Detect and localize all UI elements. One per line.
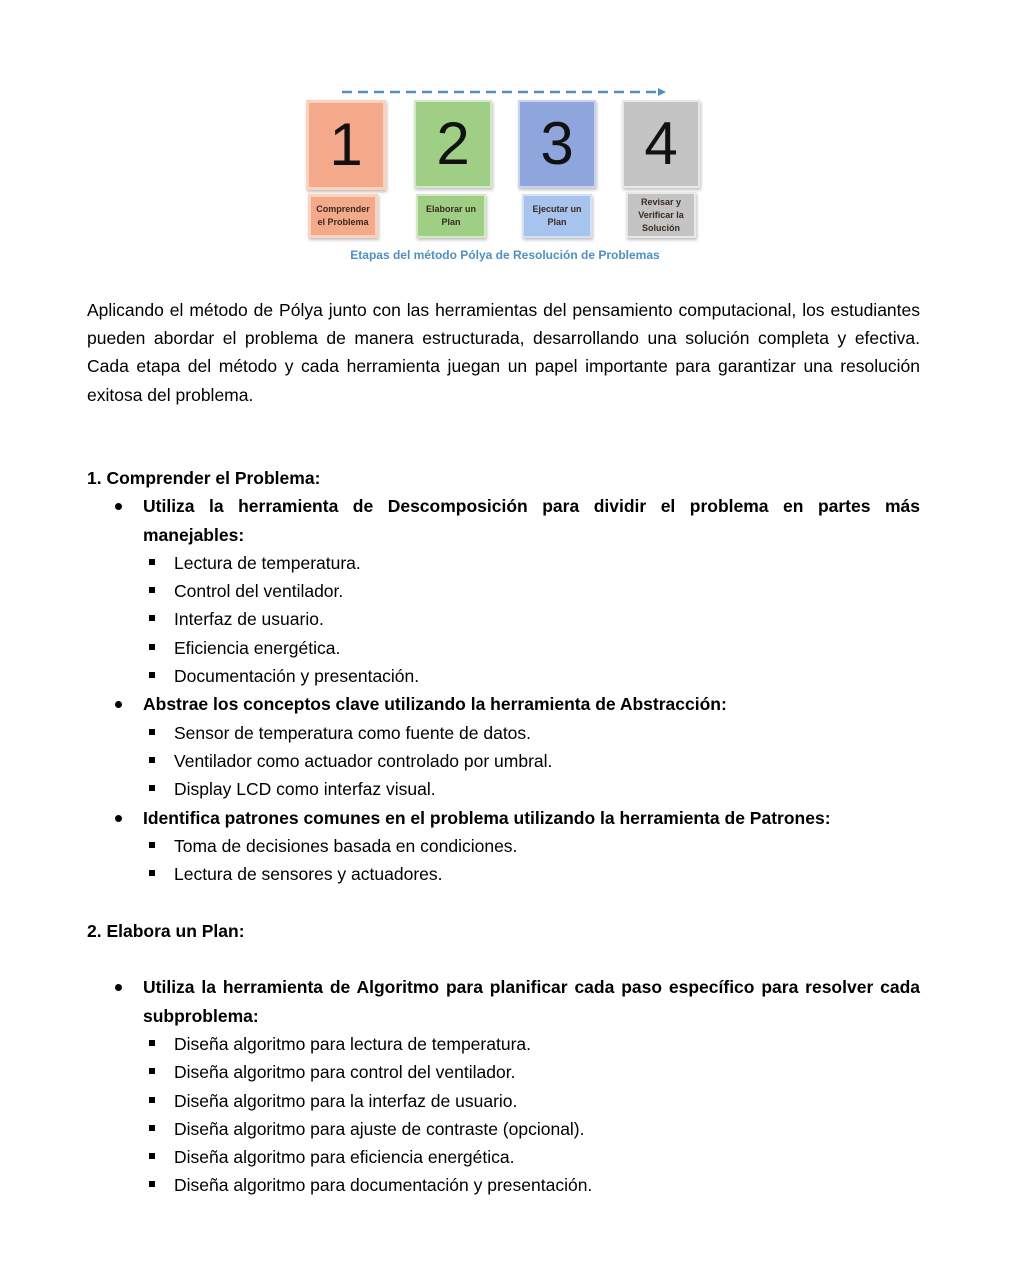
step-number: 1 [329, 111, 363, 178]
square-bullet-icon [149, 870, 155, 876]
sub-item [87, 1143, 920, 1171]
sub-item-text: Diseña algoritmo para ajuste de contraste (opcional). [174, 1118, 585, 1139]
step-2-label-tile [416, 194, 486, 238]
square-bullet-icon [149, 1097, 155, 1103]
square-bullet-icon [149, 587, 155, 593]
step-label: el Problema [317, 217, 369, 227]
square-bullet-icon [149, 729, 155, 735]
sub-item-text: Diseña algoritmo para control del ventilador. [174, 1062, 516, 1083]
sub-item-text: Interfaz de usuario. [174, 609, 324, 630]
bullet-item [87, 804, 920, 832]
square-bullet-icon [149, 615, 155, 621]
bullet-text: Utiliza la herramienta de Algoritmo para planificar cada paso específico para resolver cada subproblema: [143, 977, 920, 1026]
sub-item [87, 549, 920, 577]
section-comprender [87, 464, 920, 1200]
sub-item-text: Sensor de temperatura como fuente de datos. [174, 722, 532, 743]
sub-item-text: Control del ventilador. [174, 581, 344, 602]
step-number: 3 [540, 110, 574, 177]
step-1-number-tile [306, 100, 386, 190]
sub-item [87, 634, 920, 662]
sub-item [87, 832, 920, 860]
sub-item-text: Documentación y presentación. [174, 666, 420, 687]
bullet-item [87, 492, 920, 549]
spacer [87, 888, 920, 916]
step-label: Verificar la [638, 209, 684, 220]
bullet-item [87, 690, 920, 718]
sub-item-text: Diseña algoritmo para lectura de temperatura. [174, 1033, 531, 1054]
polya-stages-diagram [300, 82, 710, 268]
dashed-arrow-icon [342, 88, 666, 96]
bullet-icon [115, 984, 122, 991]
square-bullet-icon [149, 1125, 155, 1131]
sub-item [87, 1030, 920, 1058]
bullet-item [87, 973, 920, 1030]
sub-item-text: Diseña algoritmo para la interfaz de usuario. [174, 1090, 518, 1111]
sub-item [87, 662, 920, 690]
square-bullet-icon [149, 842, 155, 848]
step-4-label-tile [626, 192, 696, 238]
bullet-text: Utiliza la herramienta de Descomposición para dividir el problema en partes más manejables: [143, 496, 920, 545]
section-heading: 2. Elabora un Plan: [87, 920, 245, 941]
square-bullet-icon [149, 644, 155, 650]
step-label: Comprender [316, 204, 370, 214]
sub-item [87, 775, 920, 803]
step-label: Elaborar un [425, 204, 476, 214]
sub-item-text: Toma de decisiones basada en condiciones. [174, 835, 518, 856]
bullet-icon [115, 701, 122, 708]
sub-item [87, 1115, 920, 1143]
sub-item-text: Lectura de sensores y actuadores. [174, 864, 443, 885]
sub-item [87, 1058, 920, 1086]
step-label: Plan [441, 217, 461, 227]
intro-paragraph: Aplicando el método de Pólya junto con las herramientas del pensamiento computacional, los estudiantes pueden abordar el problema de manera estructurada, desarrollando una solución completa y efectiva. Cada etapa del método y cada herramienta juegan un papel importante para garantizar una resolución exitosa del problema. [87, 300, 920, 405]
sub-item-text: Eficiencia energética. [174, 637, 341, 658]
step-label: Ejecutar un [532, 204, 582, 214]
sub-item-text: Display LCD como interfaz visual. [174, 779, 436, 800]
square-bullet-icon [149, 1068, 155, 1074]
square-bullet-icon [149, 1153, 155, 1159]
bullet-text: Abstrae los conceptos clave utilizando la herramienta de Abstracción: [143, 694, 727, 715]
square-bullet-icon [149, 1040, 155, 1046]
sub-item [87, 747, 920, 775]
step-label: Revisar y [640, 196, 681, 207]
step-label: Solución [641, 222, 680, 233]
square-bullet-icon [149, 1181, 155, 1187]
step-2-number-tile [414, 100, 492, 188]
sub-item [87, 719, 920, 747]
bullet-text: Identifica patrones comunes en el problema utilizando la herramienta de Patrones: [143, 807, 831, 828]
step-4-number-tile [622, 100, 700, 188]
spacer [87, 945, 920, 973]
square-bullet-icon [149, 785, 155, 791]
sub-item [87, 605, 920, 633]
sub-item [87, 577, 920, 605]
section-heading: 1. Comprender el Problema: [87, 468, 321, 488]
sub-item [87, 1087, 920, 1115]
square-bullet-icon [149, 559, 155, 565]
square-bullet-icon [149, 757, 155, 763]
sub-item-text: Ventilador como actuador controlado por umbral. [174, 750, 553, 771]
sub-item-text: Lectura de temperatura. [174, 552, 361, 573]
step-label: Plan [547, 217, 567, 227]
sub-item [87, 860, 920, 888]
square-bullet-icon [149, 672, 155, 678]
step-1-label-tile [308, 194, 378, 238]
step-3-number-tile [518, 100, 596, 188]
bullet-icon [115, 815, 122, 822]
step-3-label-tile [522, 194, 592, 238]
sub-item-text: Diseña algoritmo para documentación y presentación. [174, 1175, 593, 1196]
bullet-icon [115, 503, 122, 510]
sub-item-text: Diseña algoritmo para eficiencia energética. [174, 1147, 515, 1168]
sub-item [87, 1171, 920, 1199]
step-number: 2 [436, 110, 470, 177]
diagram-caption: Etapas del método Pólya de Resolución de Problemas [350, 248, 660, 262]
step-number: 4 [644, 110, 678, 177]
